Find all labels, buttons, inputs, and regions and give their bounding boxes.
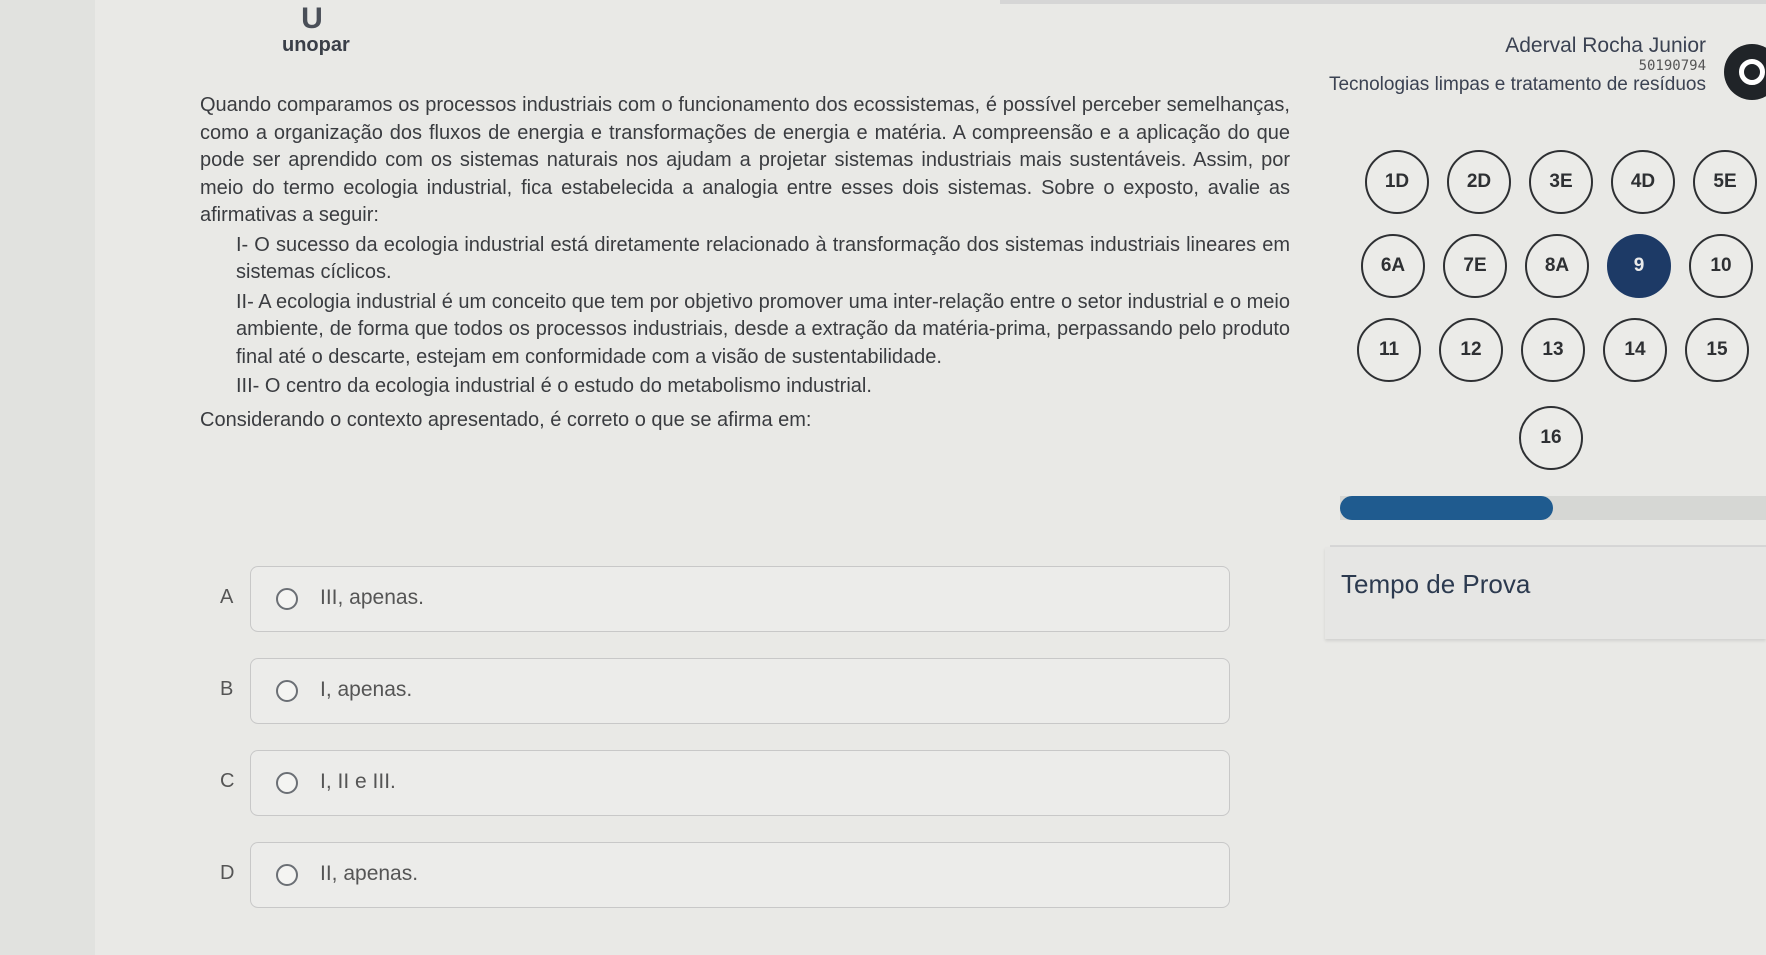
question-button-15[interactable]: 15 xyxy=(1685,318,1749,382)
avatar[interactable] xyxy=(1724,44,1766,100)
question-button-11[interactable]: 11 xyxy=(1357,318,1421,382)
user-id: 50190794 xyxy=(1638,58,1706,74)
logo-mark: U xyxy=(301,2,323,35)
question-button-3[interactable]: 3E xyxy=(1529,150,1593,214)
option-d[interactable] xyxy=(220,842,1230,908)
option-text: I, apenas. xyxy=(320,678,413,701)
option-box[interactable] xyxy=(250,750,1230,816)
progress-fill xyxy=(1340,496,1553,520)
question-intro: Quando comparamos os processos industriais com o funcionamento dos ecossistemas, é possível perceber semelhanças, como a organização dos fluxos de energia e transformações de energia e matéria. A compreensão e a aplicação do que pode ser aprendido com os sistemas naturais nos ajudam a projetar sistemas industriais mais sustentáveis. Assim, por meio do termo ecologia industrial, fica estabelecida a analogia entre esses dois sistemas. Sobre o exposto, avalie as afirmativas a seguir: xyxy=(200,94,1290,226)
question-button-10[interactable]: 10 xyxy=(1689,234,1753,298)
radio-button[interactable] xyxy=(276,680,298,702)
option-letter: D xyxy=(220,862,235,884)
question-prompt: Considerando o contexto apresentado, é correto o que se afirma em: xyxy=(200,408,812,431)
question-button-7[interactable]: 7E xyxy=(1443,234,1507,298)
unopar-logo xyxy=(282,2,350,57)
user-name: Aderval Rocha Junior xyxy=(1505,34,1706,57)
question-button-12[interactable]: 12 xyxy=(1439,318,1503,382)
option-text: II, apenas. xyxy=(320,862,419,885)
user-info xyxy=(1329,34,1706,96)
option-text: I, II e III. xyxy=(320,770,396,793)
option-letter: C xyxy=(220,770,235,792)
left-background-strip xyxy=(0,0,95,955)
question-button-2[interactable]: 2D xyxy=(1447,150,1511,214)
avatar-icon xyxy=(1739,59,1765,85)
option-c[interactable] xyxy=(220,750,1230,816)
radio-button[interactable] xyxy=(276,864,298,886)
logo-text: unopar xyxy=(282,34,350,56)
assertions-list xyxy=(236,232,1290,401)
question-button-13[interactable]: 13 xyxy=(1521,318,1585,382)
question-button-4[interactable]: 4D xyxy=(1611,150,1675,214)
question-button-1[interactable]: 1D xyxy=(1365,150,1429,214)
question-button-9[interactable]: 9 xyxy=(1607,234,1671,298)
option-b[interactable] xyxy=(220,658,1230,724)
timer-panel xyxy=(1325,547,1766,639)
assertion-3: III- O centro da ecologia industrial é o estudo do metabolismo industrial. xyxy=(236,375,872,397)
assertion-2: II- A ecologia industrial é um conceito que tem por objetivo promover uma inter-relação entre o setor industrial e o meio ambiente, de forma que todos os processos industriais, desde a extração da matéria-prima, perpassando pelo produto final até o descarte, estejam em conformidade com a visão de sustentabilidade. xyxy=(236,290,1290,368)
course-name: Tecnologias limpas e tratamento de resíduos xyxy=(1328,74,1706,95)
option-text: III, apenas. xyxy=(320,586,424,609)
question-button-5[interactable]: 5E xyxy=(1693,150,1757,214)
question-button-8[interactable]: 8A xyxy=(1525,234,1589,298)
question-button-6[interactable]: 6A xyxy=(1361,234,1425,298)
question-text xyxy=(200,92,1290,434)
question-button-16[interactable]: 16 xyxy=(1519,406,1583,470)
question-button-14[interactable]: 14 xyxy=(1603,318,1667,382)
timer-title: Tempo de Prova xyxy=(1341,569,1531,599)
radio-button[interactable] xyxy=(276,588,298,610)
option-a[interactable] xyxy=(220,566,1230,632)
assertion-1: I- O sucesso da ecologia industrial está diretamente relacionado à transformação dos sistemas industriais lineares em sistemas cíclicos. xyxy=(236,233,1290,283)
radio-button[interactable] xyxy=(276,772,298,794)
top-border xyxy=(1000,0,1766,4)
progress-bar xyxy=(1340,496,1766,520)
option-letter: B xyxy=(220,678,234,700)
option-letter: A xyxy=(220,586,234,608)
